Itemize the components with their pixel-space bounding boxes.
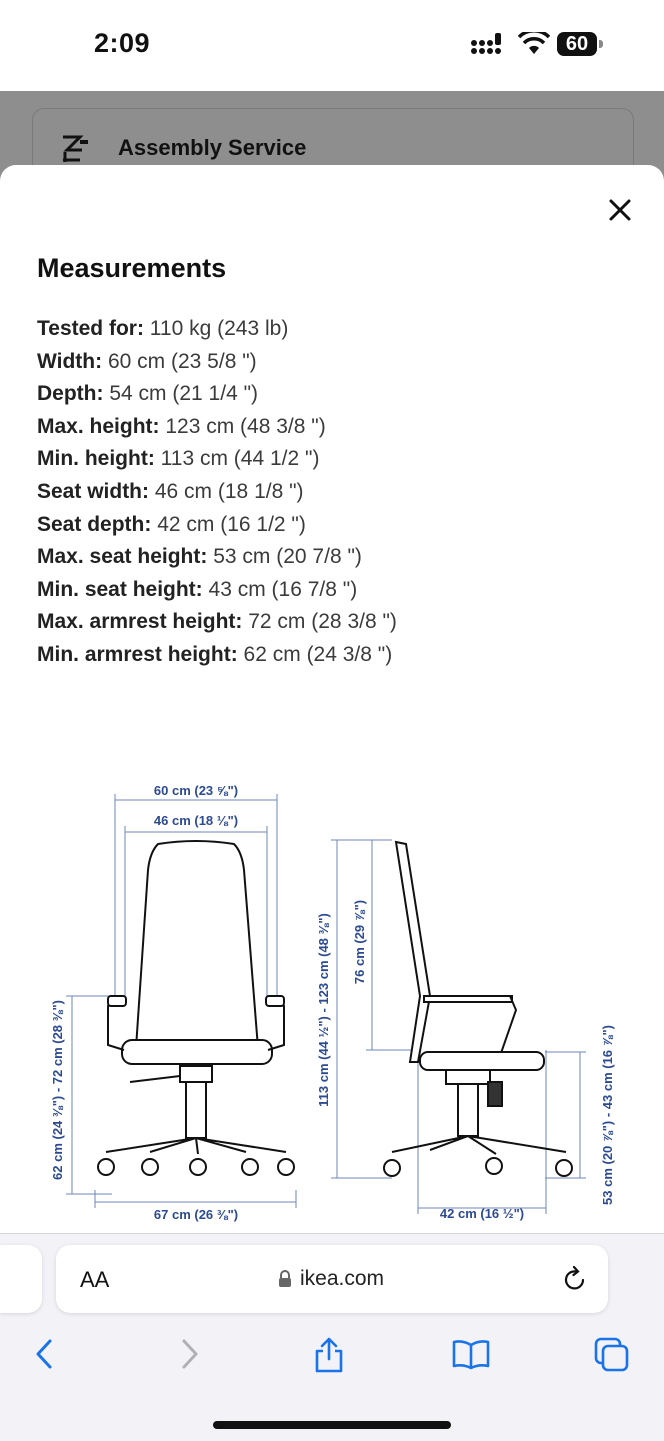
spec-value: 62 cm (24 3/8 ")	[243, 642, 393, 666]
spec-label: Min. armrest height:	[37, 642, 238, 666]
spec-label: Width:	[37, 349, 103, 373]
url-text[interactable]: ikea.com	[300, 1267, 385, 1290]
seat-depth-label: 42 cm (16 ½")	[439, 1206, 525, 1221]
spec-row	[37, 378, 397, 411]
status-bar	[0, 0, 664, 91]
spec-row	[37, 411, 397, 444]
spec-label: Tested for:	[37, 317, 144, 340]
spec-value: 110 kg (243 lb)	[149, 317, 289, 340]
spec-value: 60 cm (23 5/8 ")	[107, 349, 257, 373]
spec-row	[37, 574, 397, 607]
status-time: 2:09	[94, 28, 151, 58]
text-size-button[interactable]: AA	[80, 1267, 110, 1292]
dimension-diagram	[0, 770, 664, 1230]
battery-tip	[599, 40, 603, 48]
close-icon[interactable]	[604, 194, 636, 226]
total-height-label: 113 cm (44 ½") - 123 cm (48 ⅜")	[316, 913, 331, 1107]
spec-row	[37, 509, 397, 542]
spec-row	[37, 476, 397, 509]
spec-label: Max. seat height:	[37, 545, 208, 569]
spec-label: Min. height:	[37, 447, 155, 471]
spec-label: Max. armrest height:	[37, 610, 243, 634]
sheet-title: Measurements	[37, 253, 227, 283]
armrest-height-label: 62 cm (24 ⅜") - 72 cm (28 ⅜")	[50, 1000, 65, 1180]
seat-width-label: 46 cm (18 ⅛")	[153, 813, 239, 828]
assembly-tools-icon	[60, 134, 90, 164]
spec-value: 53 cm (20 7/8 ")	[213, 545, 362, 569]
seat-height-label: 53 cm (20 ⅞") - 43 cm (16 ⅞")	[600, 1025, 615, 1205]
bookmarks-icon[interactable]	[452, 1337, 490, 1371]
back-height-label: 76 cm (29 ⅞")	[352, 899, 367, 985]
forward-icon[interactable]	[176, 1337, 202, 1371]
assembly-service-title: Assembly Service	[118, 135, 307, 160]
spec-row	[37, 541, 397, 574]
spec-value: 113 cm (44 1/2 ")	[160, 447, 320, 471]
base-width-label: 67 cm (26 ⅜")	[153, 1207, 239, 1222]
spec-row	[37, 639, 397, 672]
tabs-icon[interactable]	[594, 1337, 630, 1373]
spec-row	[37, 443, 397, 476]
chair-front-drawing	[98, 841, 294, 1175]
spec-label: Seat width:	[37, 479, 150, 503]
spec-label: Seat depth:	[37, 512, 152, 536]
width-label: 60 cm (23 ⅝")	[153, 783, 239, 798]
spec-value: 42 cm (16 1/2 ")	[157, 512, 306, 536]
cellular-signal-icon	[470, 33, 506, 55]
lock-icon	[278, 1270, 292, 1288]
share-icon[interactable]	[312, 1337, 346, 1373]
spec-label: Max. height:	[37, 414, 160, 438]
spec-row	[37, 606, 397, 639]
measurements-list	[37, 313, 397, 672]
spec-row	[37, 313, 397, 346]
spec-label: Min. seat height:	[37, 577, 203, 601]
spec-value: 46 cm (18 1/8 ")	[154, 479, 304, 503]
spec-value: 54 cm (21 1/4 ")	[109, 382, 259, 406]
previous-tab-preview[interactable]	[0, 1245, 42, 1313]
spec-label: Depth:	[37, 382, 104, 406]
home-indicator	[213, 1421, 451, 1429]
chair-side-drawing	[384, 842, 572, 1176]
spec-value: 72 cm (28 3/8 ")	[248, 610, 397, 634]
reload-icon[interactable]	[562, 1265, 588, 1293]
spec-row	[37, 346, 397, 379]
spec-value: 43 cm (16 7/8 ")	[208, 577, 358, 601]
back-icon[interactable]	[32, 1337, 58, 1371]
spec-value: 123 cm (48 3/8 ")	[165, 414, 326, 438]
battery-indicator: 60	[557, 32, 597, 56]
wifi-icon	[518, 32, 550, 56]
